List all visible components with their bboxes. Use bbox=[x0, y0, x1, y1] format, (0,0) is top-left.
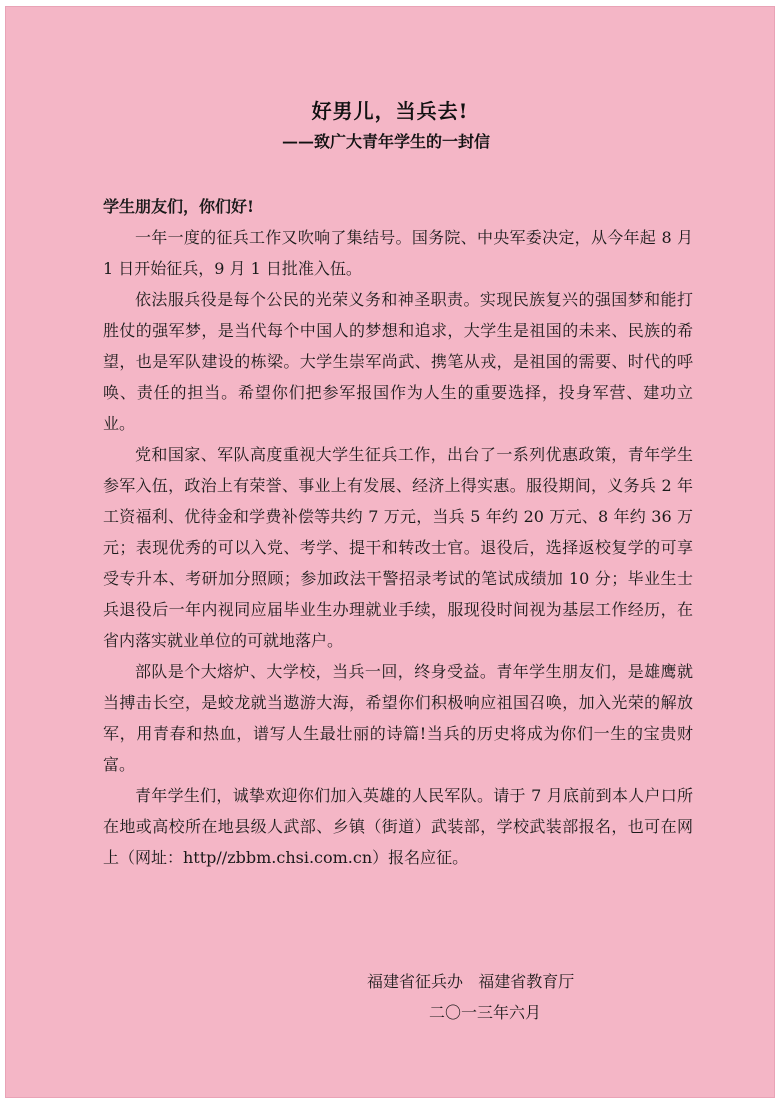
signature-organizations: 福建省征兵办 福建省教育厅 bbox=[367, 972, 575, 991]
letter-subtitle: ——致广大青年学生的一封信 bbox=[282, 132, 491, 151]
letter-page bbox=[5, 6, 775, 1098]
paragraph-3: 党和国家、军队高度重视大学生征兵工作，出台了一系列优惠政策，青年学生参军入伍，政治上有荣誉、事业上有发展、经济上得实惠。服役期间，义务兵 2 年工资福利、优待金和学费补偿等共约 7 万元，当兵 5 年约 20 万元、8 年约 36 万元；表现优秀的可以入党、考学、提干和转改士官。退役后，选择返校复学的可享受专升本、考研加分照顾；参加政法干警招录考试的笔试成绩加 10 分；毕业生士兵退役后一年内视同应届毕业生办理就业手续，服现役时间视为基层工作经历，在省内落实就业单位的可就地落户。 bbox=[103, 445, 693, 650]
signature-date: 二〇一三年六月 bbox=[429, 1003, 542, 1022]
letter-title: 好男儿，当兵去! bbox=[311, 99, 469, 123]
paragraph-1: 一年一度的征兵工作又吹响了集结号。国务院、中央军委决定，从今年起 8 月 1 日开始征兵，9 月 1 日批准入伍。 bbox=[103, 228, 693, 278]
paragraph-5: 青年学生们，诚挚欢迎你们加入英雄的人民军队。请于 7 月底前到本人户口所在地或高校所在地县级人武部、乡镇（街道）武装部，学校武装部报名，也可在网上（网址：http//zbbm.chsi.com.cn）报名应征。 bbox=[103, 786, 693, 867]
paragraph-2: 依法服兵役是每个公民的光荣义务和神圣职责。实现民族复兴的强国梦和能打胜仗的强军梦，是当代每个中国人的梦想和追求，大学生是祖国的未来、民族的希望，也是军队建设的栋梁。大学生崇军尚武、携笔从戎，是祖国的需要、时代的呼唤、责任的担当。希望你们把参军报国作为人生的重要选择，投身军营、建功立业。 bbox=[103, 290, 693, 433]
paragraph-4: 部队是个大熔炉、大学校，当兵一回，终身受益。青年学生朋友们，是雄鹰就当搏击长空，是蛟龙就当遨游大海，希望你们积极响应祖国召唤，加入光荣的解放军，用青春和热血，谱写人生最壮丽的诗篇!当兵的历史将成为你们一生的宝贵财富。 bbox=[103, 662, 693, 774]
letter-body bbox=[103, 191, 693, 873]
title-block bbox=[6, 95, 774, 151]
letter-greeting: 学生朋友们，你们好! bbox=[103, 197, 255, 216]
